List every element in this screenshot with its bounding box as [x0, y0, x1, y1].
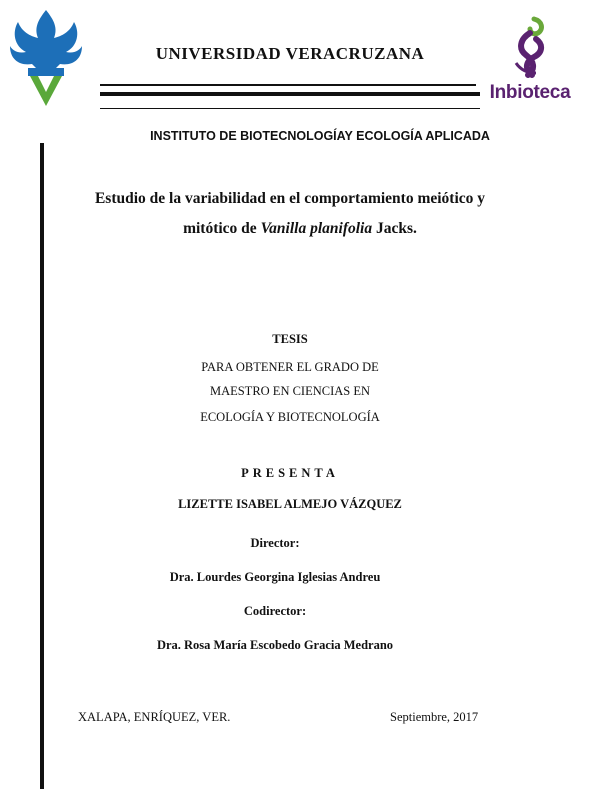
thesis-title-line2 [40, 214, 540, 244]
university-name: UNIVERSIDAD VERACRUZANA [155, 44, 425, 63]
author-name: LIZETTE ISABEL ALMEJO VÁZQUEZ [178, 497, 402, 511]
inbioteca-logo [480, 15, 580, 103]
city-location: XALAPA, ENRÍQUEZ, VER. [78, 710, 231, 724]
director-label: Director: [250, 536, 300, 550]
codirector-name: Dra. Rosa María Escobedo Gracia Medrano [156, 638, 394, 652]
thesis-title-line1: Estudio de la variabilidad en el comportamiento meiótico y [94, 190, 486, 207]
thesis-title-suffix: Jacks. [372, 220, 417, 237]
publication-date: Septiembre, 2017 [390, 710, 479, 724]
inbioteca-logo-text: Inbioteca [489, 82, 571, 103]
universidad-veracruzana-logo [8, 8, 84, 108]
degree-line-2: MAESTRO EN CIENCIAS EN [209, 384, 371, 398]
institute-name: INSTITUTO DE BIOTECNOLOGÍAY ECOLOGÍA APLICADA [150, 129, 490, 143]
inbioteca-emblem-icon [480, 15, 580, 79]
degree-line-3: ECOLOGÍA Y BIOTECNOLOGÍA [200, 410, 380, 424]
thesis-title [40, 184, 540, 244]
header-rule-bottom [100, 108, 480, 109]
species-name: Vanilla planifolia [260, 220, 373, 237]
header-rule-top [100, 84, 476, 86]
codirector-label: Codirector: [243, 604, 307, 618]
thesis-title-prefix: mitótico de [183, 220, 261, 237]
degree-line-1: PARA OBTENER EL GRADO DE [201, 360, 379, 374]
header-rule-thick [100, 92, 480, 96]
presenta-label: PRESENTA [241, 466, 339, 480]
thesis-label: TESIS [272, 332, 308, 346]
director-name: Dra. Lourdes Georgina Iglesias Andreu [169, 570, 381, 584]
